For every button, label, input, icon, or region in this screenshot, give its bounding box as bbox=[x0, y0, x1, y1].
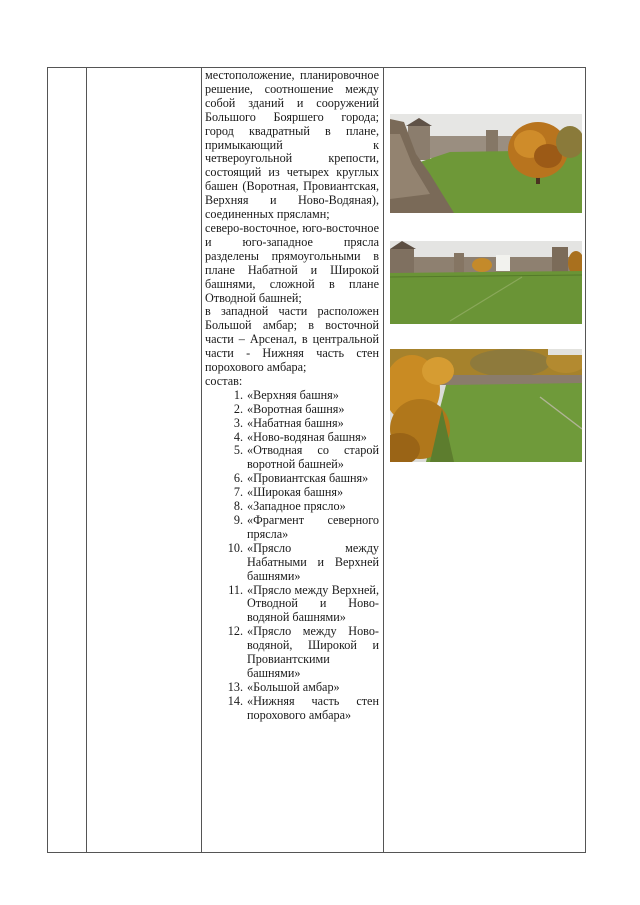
table-column-divider-2 bbox=[201, 67, 202, 853]
list-item-text: «Широкая башня» bbox=[247, 485, 344, 500]
list-item bbox=[227, 695, 379, 723]
list-item-number: 6. bbox=[233, 471, 243, 486]
list-item-text: «Западное прясло» bbox=[247, 499, 346, 514]
list-item-number: 14. bbox=[227, 693, 243, 708]
list-item-number: 2. bbox=[233, 401, 243, 416]
list-item-number: 10. bbox=[227, 540, 243, 555]
list-item bbox=[227, 472, 379, 486]
list-item-text: «Нижняя часть стен порохового амбара» bbox=[247, 693, 379, 722]
list-item bbox=[227, 542, 379, 584]
list-item bbox=[227, 514, 379, 542]
description-cell bbox=[205, 69, 379, 723]
list-item bbox=[227, 444, 379, 472]
list-item bbox=[227, 403, 379, 417]
list-item-number: 5. bbox=[233, 443, 243, 458]
table-border-bottom bbox=[47, 852, 585, 853]
list-item-number: 7. bbox=[233, 485, 243, 500]
list-item-number: 11. bbox=[228, 582, 243, 597]
table-column-divider-1 bbox=[86, 67, 87, 853]
description-paragraph: в западной части расположен Большой амбар; в восточной части – Арсенал, в центральной части - Нижняя часть стен порохового амбара; bbox=[205, 304, 379, 375]
list-item-number: 9. bbox=[233, 513, 243, 527]
list-item-text: «Набатная башня» bbox=[247, 415, 344, 430]
list-item-number: 1. bbox=[233, 387, 243, 402]
fortress-photo-2 bbox=[390, 241, 582, 324]
list-item bbox=[227, 584, 379, 626]
table-border-left bbox=[47, 67, 48, 853]
description-paragraph: местоположение, планировочное решение, соотношение между собой зданий и сооружений Большого Бояршего города; город квадратный в плане, примыкающий к четвероугольной крепости, состоящий из четырех круглых башен (Воротная, Провиантская, Верхняя и Ново-Водяная), соединенных прясламн; bbox=[205, 68, 379, 222]
list-item bbox=[227, 417, 379, 431]
list-item-text: «Прясло между Набатными и Верхней башнями» bbox=[247, 540, 379, 583]
list-item-text: «Воротная башня» bbox=[247, 401, 345, 416]
fortress-photo-1 bbox=[390, 114, 582, 213]
list-item bbox=[227, 681, 379, 695]
table-border-right bbox=[585, 67, 586, 853]
description-paragraph: северо-восточное, юго-восточное и юго-западное прясла разделены прямоугольными в плане Набатной и Широкой башнями, сложной в плане Отводной башней; bbox=[205, 220, 379, 305]
list-item-text: «Прясло между Ново-водяной, Широкой и Провиантскими башнями» bbox=[247, 624, 379, 680]
list-item-text: «Фрагмент северного прясла» bbox=[247, 513, 379, 541]
list-item bbox=[227, 486, 379, 500]
list-item bbox=[227, 500, 379, 514]
list-item-text: «Отводная со старой воротной башней» bbox=[247, 443, 379, 472]
table-column-divider-3 bbox=[383, 67, 384, 853]
list-item-text: «Большой амбар» bbox=[247, 679, 340, 694]
list-item-number: 4. bbox=[233, 429, 243, 444]
composition-list bbox=[227, 389, 379, 723]
list-item-text: «Верхняя башня» bbox=[247, 387, 339, 402]
fortress-photo-3 bbox=[390, 349, 582, 462]
list-item-text: «Провиантская башня» bbox=[247, 471, 369, 486]
list-item-text: «Ново-водяная башня» bbox=[247, 429, 367, 444]
list-item-number: 3. bbox=[233, 415, 243, 430]
composition-label: состав: bbox=[205, 373, 243, 388]
list-item bbox=[227, 431, 379, 445]
list-item bbox=[227, 389, 379, 403]
list-item-number: 8. bbox=[233, 499, 243, 514]
list-item bbox=[227, 625, 379, 681]
list-item-number: 13. bbox=[227, 679, 243, 694]
list-item-number: 12. bbox=[227, 624, 243, 639]
list-item-text: «Прясло между Верхней, Отводной и Ново-водяной башнями» bbox=[247, 582, 379, 625]
